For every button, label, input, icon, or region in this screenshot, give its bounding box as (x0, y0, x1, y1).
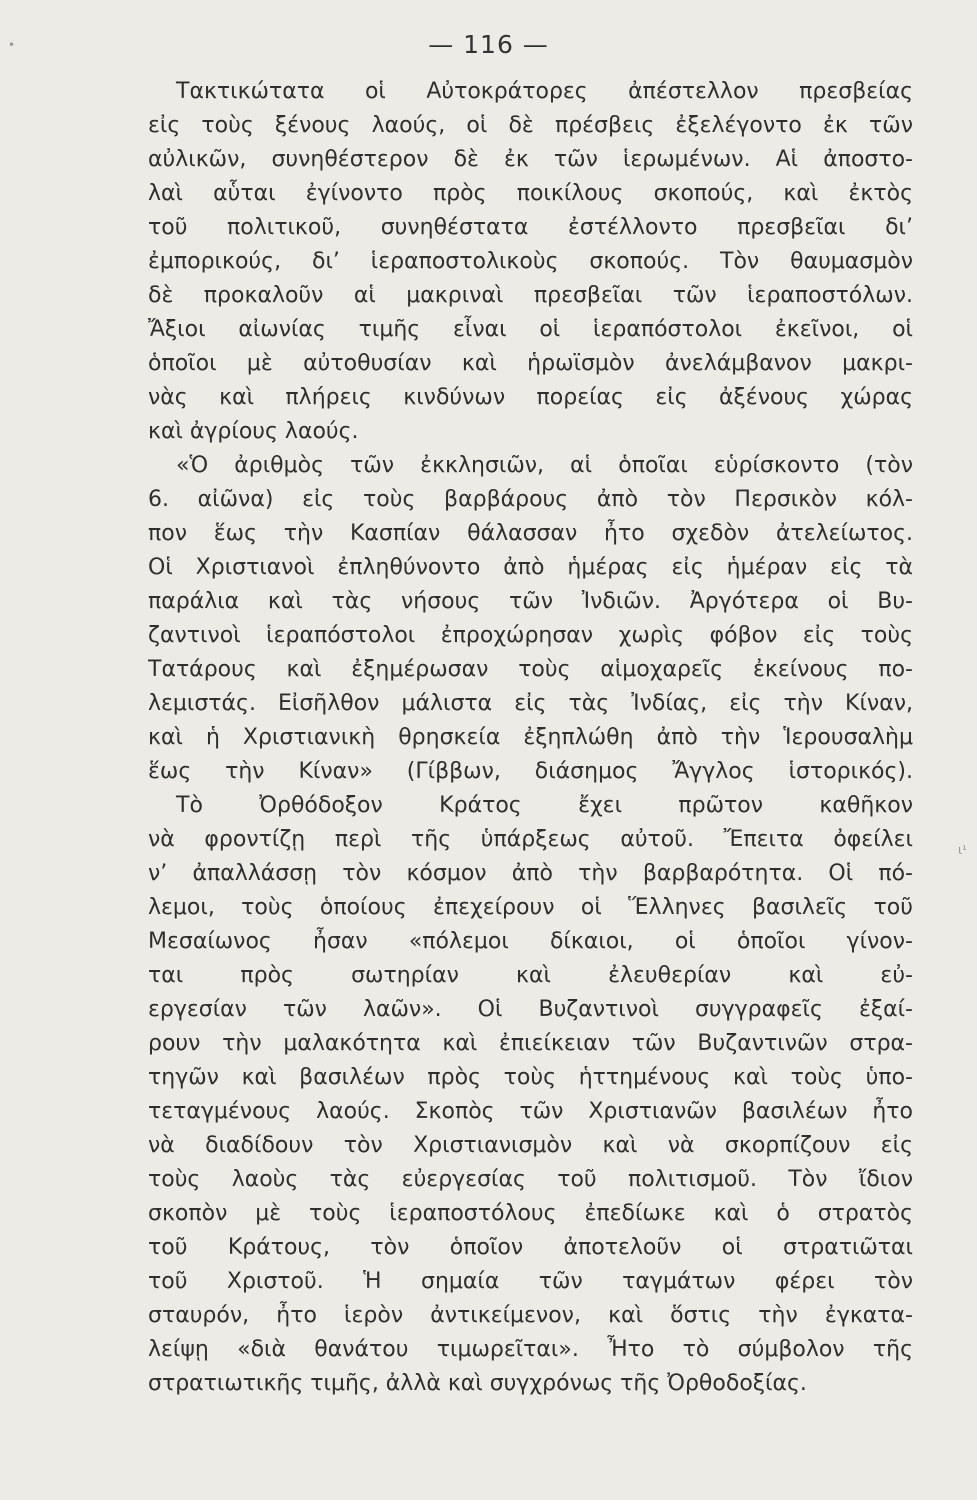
text-line: τοῦ Χριστοῦ. Ἡ σημαία τῶν ταγμάτων φέρει τὸν (148, 1269, 913, 1294)
text-line: Τακτικώτατα οἱ Αὐτοκράτορες ἀπέστελλον πρεσβείας (176, 79, 913, 104)
text-line: παράλια καὶ τὰς νήσους τῶν Ἰνδιῶν. Ἀργότερα οἱ Βυ- (148, 589, 913, 614)
text-line: ζαντινοὶ ἱεραπόστολοι ἐπροχώρησαν χωρὶς φόβον εἰς τοὺς (148, 623, 913, 648)
text-line: λείψῃ «διὰ θανάτου τιμωρεῖται». Ἦτο τὸ σύμβολον τῆς (148, 1337, 913, 1362)
text-line: ται πρὸς σωτηρίαν καὶ ἐλευθερίαν καὶ εὐ- (148, 963, 913, 988)
text-line: νὰ διαδίδουν τὸν Χριστιανισμὸν καὶ νὰ σκορπίζουν εἰς (148, 1133, 913, 1158)
text-line: νὰ φροντίζῃ περὶ τῆς ὑπάρξεως αὐτοῦ. Ἔπειτα ὀφείλει (148, 827, 913, 852)
text-line: νὰς καὶ πλήρεις κινδύνων πορείας εἰς ἀξένους χώρας (148, 385, 913, 410)
text-line: τοῦ πολιτικοῦ, συνηθέστατα ἐστέλλοντο πρεσβεῖαι δι’ (148, 215, 913, 240)
text-line: τοὺς λαοὺς τὰς εὐεργεσίας τοῦ πολιτισμοῦ. Τὸν ἴδιον (148, 1167, 913, 1192)
text-line: ὁποῖοι μὲ αὐτοθυσίαν καὶ ἡρωϊσμὸν ἀνελάμβανον μακρι- (148, 351, 913, 376)
text-line: πον ἕως τὴν Κασπίαν θάλασσαν ἦτο σχεδὸν ἀτελείωτος. (148, 521, 913, 546)
text-line: «Ὁ ἀριθμὸς τῶν ἐκκλησιῶν, αἱ ὁποῖαι εὑρίσκοντο (τὸν (176, 453, 913, 478)
text-line: ἐμπορικούς, δι’ ἱεραποστολικοὺς σκοπούς. Τὸν θαυμασμὸν (148, 249, 913, 274)
text-line: καὶ ἡ Χριστιανικὴ θρησκεία ἐξηπλώθη ἀπὸ τὴν Ἱερουσαλὴμ (148, 725, 913, 750)
text-line: λαὶ αὗται ἐγίνοντο πρὸς ποικίλους σκοπούς, καὶ ἐκτὸς (148, 181, 913, 206)
text-line: σταυρόν, ἦτο ἱερὸν ἀντικείμενον, καὶ ὅστις τὴν ἐγκατα- (148, 1303, 913, 1328)
text-line: 6. αἰῶνα) εἰς τοὺς βαρβάρους ἀπὸ τὸν Περσικὸν κόλ- (148, 487, 913, 512)
text-line: Οἱ Χριστιανοὶ ἐπληθύνοντο ἀπὸ ἡμέρας εἰς ἡμέραν εἰς τὰ (148, 555, 913, 580)
text-line: λεμιστάς. Εἰσῆλθον μάλιστα εἰς τὰς Ἰνδίας, εἰς τὴν Κίναν, (148, 691, 913, 716)
text-line: Τατάρους καὶ ἐξημέρωσαν τοὺς αἱμοχαρεῖς ἐκείνους πο- (148, 657, 913, 682)
text-line: τοῦ Κράτους, τὸν ὁποῖον ἀποτελοῦν οἱ στρατιῶται (148, 1235, 913, 1260)
text-line: στρατιωτικῆς τιμῆς, ἀλλὰ καὶ συγχρόνως τῆς Ὀρθοδοξίας. (148, 1371, 807, 1396)
right-margin-mark: ι¹ (958, 843, 967, 857)
text-line: Ἄξιοι αἰωνίας τιμῆς εἶναι οἱ ἱεραπόστολοι ἐκεῖνοι, οἱ (148, 317, 913, 342)
text-line: τεταγμένους λαούς. Σκοπὸς τῶν Χριστιανῶν βασιλέων ἦτο (148, 1099, 913, 1124)
left-margin-mark: • (8, 38, 16, 52)
text-line: ρουν τὴν μαλακότητα καὶ ἐπιείκειαν τῶν Βυζαντινῶν στρα- (148, 1031, 913, 1056)
text-line: σκοπὸν μὲ τοὺς ἱεραποστόλους ἐπεδίωκε καὶ ὁ στρατὸς (148, 1201, 913, 1226)
text-line: δὲ προκαλοῦν αἱ μακριναὶ πρεσβεῖαι τῶν ἱεραποστόλων. (148, 283, 913, 308)
text-line: αὐλικῶν, συνηθέστερον δὲ ἐκ τῶν ἱερωμένων. Αἱ ἀποστο- (148, 147, 913, 172)
text-line: εἰς τοὺς ξένους λαούς, οἱ δὲ πρέσβεις ἐξελέγοντο ἐκ τῶν (148, 113, 913, 138)
text-line: ἕως τὴν Κίναν» (Γίββων, διάσημος Ἄγγλος ἱστορικός). (148, 759, 913, 784)
text-line: τηγῶν καὶ βασιλέων πρὸς τοὺς ἡττημένους καὶ τοὺς ὑπο- (148, 1065, 913, 1090)
text-line: ν’ ἀπαλλάσσῃ τὸν κόσμον ἀπὸ τὴν βαρβαρότητα. Οἱ πό- (148, 861, 913, 886)
text-line: Τὸ Ὀρθόδοξον Κράτος ἔχει πρῶτον καθῆκον (176, 793, 913, 818)
text-line: εργεσίαν τῶν λαῶν». Οἱ Βυζαντινοὶ συγγραφεῖς ἐξαί- (148, 997, 913, 1022)
text-line: λεμοι, τοὺς ὁποίους ἐπεχείρουν οἱ Ἕλληνες βασιλεῖς τοῦ (148, 895, 913, 920)
body-text (148, 75, 913, 1401)
text-line: Μεσαίωνος ἦσαν «πόλεμοι δίκαιοι, οἱ ὁποῖοι γίνον- (148, 929, 913, 954)
text-line: καὶ ἀγρίους λαούς. (148, 419, 359, 444)
page-number: — 116 — (428, 30, 549, 59)
